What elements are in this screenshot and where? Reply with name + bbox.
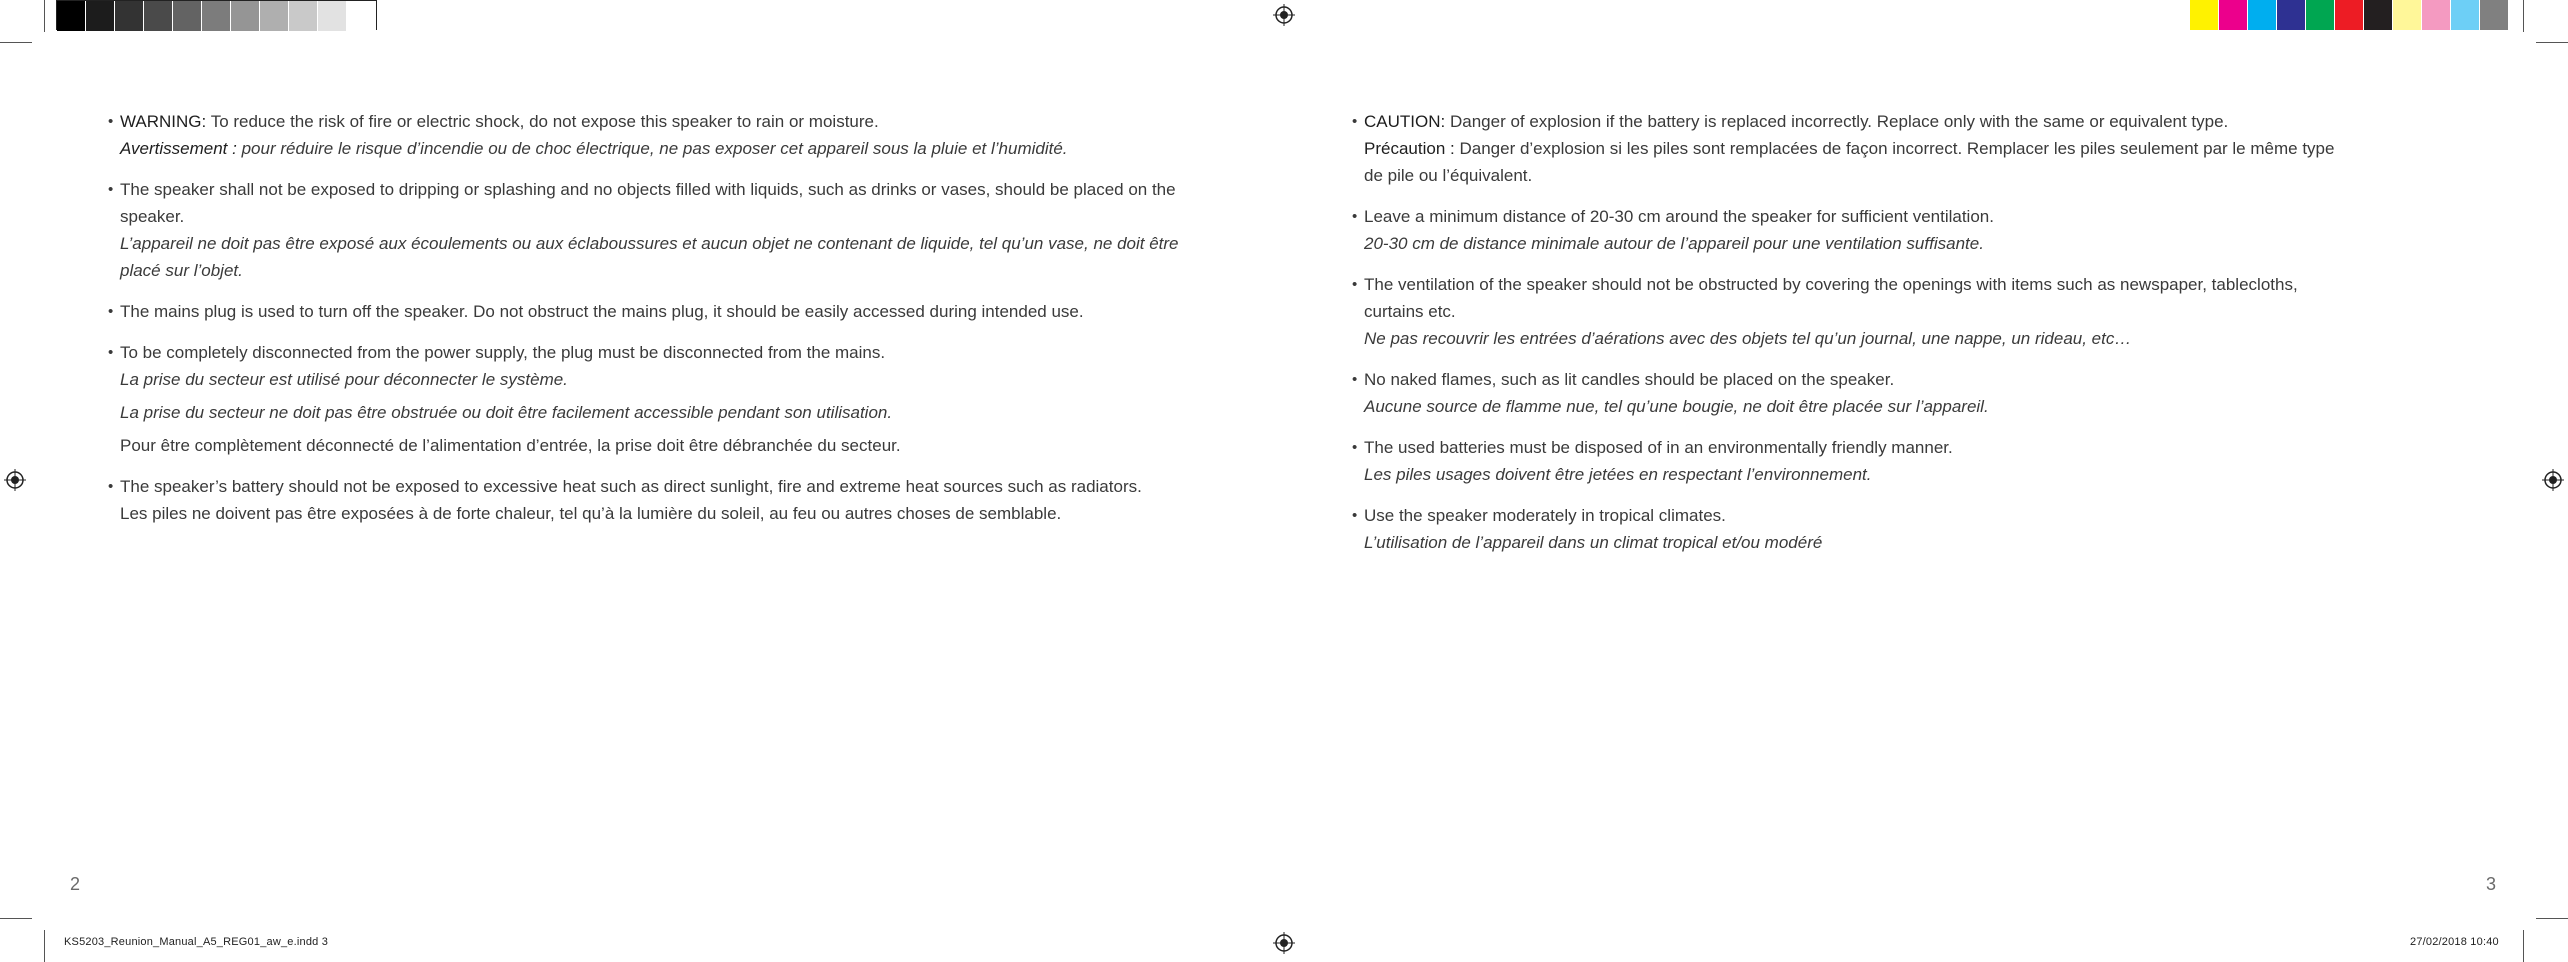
color-swatch xyxy=(2422,0,2451,30)
warning-text-fr: pour réduire le risque d’incendie ou de choc électrique, ne pas exposer cet appareil sous la pluie et l’humidité. xyxy=(241,139,1068,158)
registration-mark-icon xyxy=(4,469,26,491)
color-swatch xyxy=(2306,0,2335,30)
item-text-fr: La prise du secteur est utilisé pour déconnecter le système. xyxy=(120,370,568,389)
item-text-fr: Les piles usages doivent être jetées en respectant l’environnement. xyxy=(1364,465,1872,484)
color-swatch xyxy=(2451,0,2480,30)
safety-item-disconnect xyxy=(108,339,1208,459)
item-text: • The speaker shall not be exposed to dripping or splashing and no objects filled with liquids, such as drinks or vases, should be placed on the speaker. xyxy=(120,180,1176,226)
item-text: • To be completely disconnected from the power supply, the plug must be disconnected from the mains. xyxy=(120,343,886,362)
crop-mark xyxy=(44,0,45,32)
safety-item-caution xyxy=(1352,108,2352,189)
item-text: • The ventilation of the speaker should not be obstructed by covering the openings with items such as newspaper, tablecloths, curtains etc. xyxy=(1364,275,2298,321)
color-swatch xyxy=(202,1,231,31)
item-text-fr: La prise du secteur ne doit pas être obstruée ou doit être facilement accessible pendant son utilisation. xyxy=(120,403,893,422)
item-text-fr: 20-30 cm de distance minimale autour de l’appareil pour une ventilation suffisante. xyxy=(1364,234,1984,253)
caution-text: Danger of explosion if the battery is replaced incorrectly. Replace only with the same or equivalent type. xyxy=(1449,112,2229,131)
color-swatch xyxy=(2393,0,2422,30)
item-text: • Use the speaker moderately in tropical climates. xyxy=(1364,506,1726,525)
color-swatch xyxy=(144,1,173,31)
page-number-left: 2 xyxy=(70,874,81,894)
item-text: • The used batteries must be disposed of in an environmentally friendly manner. xyxy=(1364,438,1953,457)
color-swatch xyxy=(115,1,144,31)
registration-mark-icon xyxy=(1273,932,1295,954)
crop-mark xyxy=(2523,930,2524,962)
safety-item-warning xyxy=(108,108,1208,162)
color-swatch xyxy=(2480,0,2509,30)
item-text-fr: Pour être complètement déconnecté de l’alimentation d’entrée, la prise doit être débranchée du secteur. xyxy=(120,436,901,455)
registration-mark-icon xyxy=(2542,469,2564,491)
color-swatch xyxy=(2277,0,2306,30)
warning-text: To reduce the risk of fire or electric shock, do not expose this speaker to rain or moisture. xyxy=(210,112,879,131)
crop-mark xyxy=(2536,42,2568,43)
color-swatch xyxy=(2248,0,2277,30)
color-swatch xyxy=(86,1,115,31)
crop-mark xyxy=(0,42,32,43)
page-number-right: 3 xyxy=(2486,874,2497,894)
item-text-fr: L’utilisation de l’appareil dans un climat tropical et/ou modéré xyxy=(1364,533,1823,552)
color-swatch xyxy=(2219,0,2248,30)
color-swatch xyxy=(57,1,86,31)
color-swatch xyxy=(260,1,289,31)
color-swatch xyxy=(2335,0,2364,30)
warning-label-fr: Avertissement : xyxy=(120,139,237,158)
right-page-column xyxy=(1352,108,2352,570)
safety-item-battery-heat xyxy=(108,473,1208,527)
safety-item-battery-disposal xyxy=(1352,434,2352,488)
item-text-fr: Les piles ne doivent pas être exposées à de forte chaleur, tel qu’à la lumière du soleil, au feu ou autres choses de semblable. xyxy=(120,504,1062,523)
item-text: • No naked flames, such as lit candles should be placed on the speaker. xyxy=(1364,370,1895,389)
caution-label: CAUTION: xyxy=(1364,112,1446,131)
color-swatch xyxy=(231,1,260,31)
color-swatch xyxy=(173,1,202,31)
registration-mark-icon xyxy=(1273,4,1295,26)
left-page-column xyxy=(108,108,1208,541)
crop-mark xyxy=(2536,918,2568,919)
caution-text-fr: Danger d’explosion si les piles sont remplacées de façon incorrect. Remplacer les piles seulement par le même type de pile ou l’équivalent. xyxy=(1364,139,2335,185)
color-swatch xyxy=(289,1,318,31)
safety-item-dripping xyxy=(108,176,1208,284)
slug-timestamp: 27/02/2018 10:40 xyxy=(2410,936,2499,948)
slug-filename: KS5203_Reunion_Manual_A5_REG01_aw_e.indd 3 xyxy=(64,936,329,948)
item-text: • Leave a minimum distance of 20-30 cm around the speaker for sufficient ventilation. xyxy=(1364,207,1994,226)
safety-item-mains-plug xyxy=(108,298,1208,325)
warning-label: WARNING: xyxy=(120,112,207,131)
item-text-fr: Aucune source de flamme nue, tel qu’une bougie, ne doit être placée sur l’appareil. xyxy=(1364,397,1989,416)
safety-item-ventilation-distance xyxy=(1352,203,2352,257)
safety-item-naked-flames xyxy=(1352,366,2352,420)
crop-mark xyxy=(0,918,32,919)
crop-mark xyxy=(44,930,45,962)
color-swatch-strip xyxy=(2190,0,2509,30)
item-text: • The speaker’s battery should not be exposed to excessive heat such as direct sunlight, fire and extreme heat sources such as radiators. xyxy=(120,477,1142,496)
item-text-fr: Ne pas recouvrir les entrées d’aérations avec des objets tel qu’un journal, une nappe, un rideau, etc… xyxy=(1364,329,2132,348)
color-swatch xyxy=(2190,0,2219,30)
item-text: • The mains plug is used to turn off the speaker. Do not obstruct the mains plug, it should be easily accessed during intended use. xyxy=(120,302,1084,321)
safety-item-ventilation-obstruction xyxy=(1352,271,2352,352)
crop-mark xyxy=(2523,0,2524,32)
color-swatch xyxy=(2364,0,2393,30)
color-swatch xyxy=(318,1,347,31)
item-text-fr: L’appareil ne doit pas être exposé aux écoulements ou aux éclaboussures et aucun objet ne contenant de liquide, tel qu’un vase, ne doit être placé sur l’objet. xyxy=(120,234,1179,280)
color-swatch xyxy=(347,1,376,31)
grayscale-swatch-strip xyxy=(56,0,377,30)
safety-item-tropical xyxy=(1352,502,2352,556)
caution-label-fr: Précaution : xyxy=(1364,139,1455,158)
